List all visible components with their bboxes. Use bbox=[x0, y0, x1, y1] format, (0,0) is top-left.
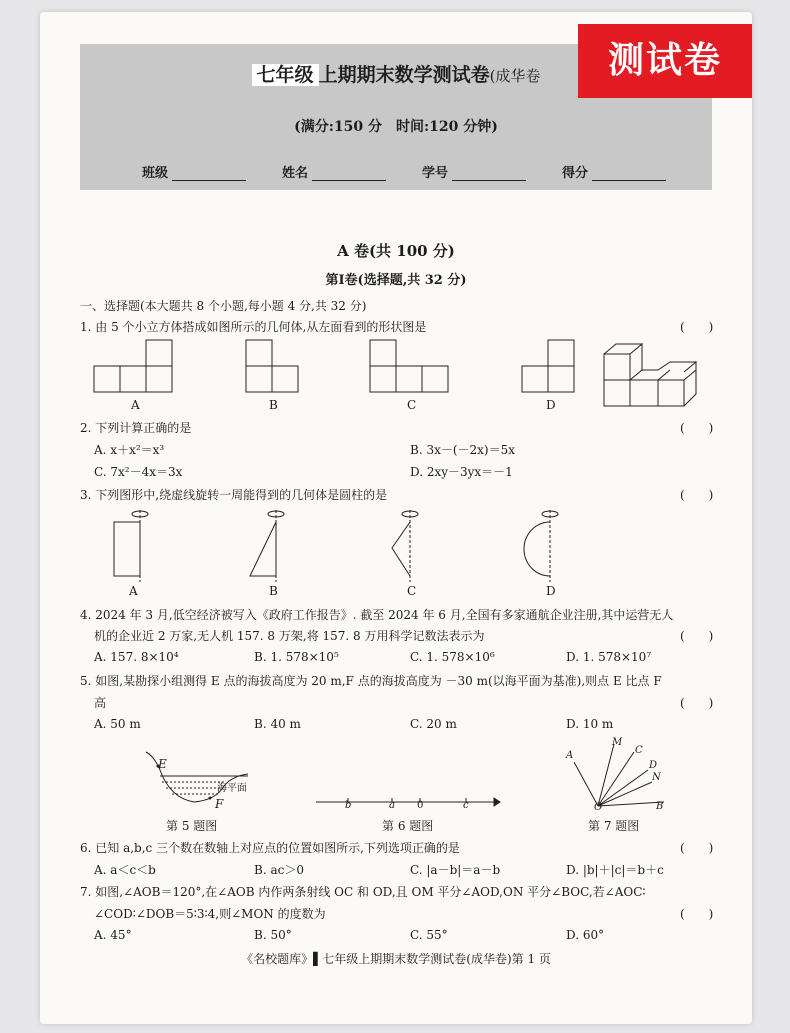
fig7-label-b: B bbox=[656, 801, 664, 812]
test-paper-badge: 测试卷 bbox=[578, 24, 752, 98]
q4-stem-line-2: 机的企业近 2 万家,无人机 157. 8 万架,将 157. 8 万用科学记数法表示为 bbox=[94, 629, 485, 643]
q5-stem-line-2: 高 bbox=[94, 696, 107, 710]
q3-label-d: D bbox=[546, 584, 556, 598]
q6-option-d[interactable]: D. |b|＋|c|＝b＋c bbox=[566, 863, 664, 877]
q1-label-c: C bbox=[407, 398, 417, 412]
fig6-label-c: c bbox=[463, 800, 469, 811]
part-one-heading: 一、选择题(本大题共 8 个小题,每小题 4 分,共 32 分) bbox=[80, 299, 367, 313]
page-footer: 《名校题库》▌七年级上期期末数学测试卷(成华卷)第 1 页 bbox=[241, 952, 551, 966]
score-time-line: (满分:150 分 时间:120 分钟) bbox=[294, 119, 498, 135]
q4-option-d[interactable]: D. 1. 578×10⁷ bbox=[566, 650, 652, 664]
q3-label-b: B bbox=[269, 584, 278, 598]
section-1-title: 第Ⅰ卷(选择题,共 32 分) bbox=[325, 273, 467, 288]
q4-option-c[interactable]: C. 1. 578×10⁶ bbox=[410, 650, 495, 664]
fig5-point-e: E bbox=[158, 757, 167, 771]
q1-label-a: A bbox=[131, 398, 140, 412]
q4-option-a[interactable]: A. 157. 8×10⁴ bbox=[94, 650, 179, 664]
q3-label-c: C bbox=[407, 584, 417, 598]
title-grade: 七年级 bbox=[252, 64, 319, 86]
score-field[interactable]: 得分 bbox=[562, 162, 666, 181]
student-id-field[interactable]: 学号 bbox=[422, 162, 526, 181]
q5-option-b[interactable]: B. 40 m bbox=[254, 717, 301, 731]
q3-label-a: A bbox=[129, 584, 138, 598]
fig6-label-b: b bbox=[345, 800, 352, 811]
q2-stem: 2. 下列计算正确的是 bbox=[80, 421, 192, 435]
q6-option-a[interactable]: A. a＜c＜b bbox=[94, 863, 156, 877]
q6-stem: 6. 已知 a,b,c 三个数在数轴上对应点的位置如图所示,下列选项正确的是 bbox=[80, 841, 460, 855]
q5-option-a[interactable]: A. 50 m bbox=[94, 717, 141, 731]
title-sub: (成华卷 bbox=[489, 67, 541, 85]
q2-option-a[interactable]: A. x＋x²＝x³ bbox=[94, 443, 165, 457]
q5-stem-line-1: 5. 如图,某勘探小组测得 E 点的海拔高度为 20 m,F 点的海拔高度为 －30 m(以海平面为基准),则点 E 比点 F bbox=[80, 674, 662, 688]
fig7-caption: 第 7 题图 bbox=[588, 819, 640, 833]
fig7-label-d: D bbox=[649, 760, 658, 771]
q7-answer-paren[interactable]: ( ) bbox=[680, 907, 714, 921]
fig7-label-c: C bbox=[635, 745, 643, 756]
q5-answer-paren[interactable]: ( ) bbox=[680, 696, 714, 710]
fig6-label-a: a bbox=[389, 800, 395, 811]
q6-answer-paren[interactable]: ( ) bbox=[680, 841, 714, 855]
fig7-label-m: M bbox=[612, 737, 623, 748]
name-field[interactable]: 姓名 bbox=[282, 162, 386, 181]
q2-option-c[interactable]: C. 7x²－4x＝3x bbox=[94, 465, 183, 479]
fig7-label-a: A bbox=[566, 750, 574, 761]
q1-answer-paren[interactable]: ( ) bbox=[680, 320, 714, 334]
q6-option-b[interactable]: B. ac＞0 bbox=[254, 863, 304, 877]
q7-stem-line-2: ∠COD∶∠DOB＝5∶3∶4,则∠MON 的度数为 bbox=[94, 907, 326, 921]
fig5-point-f: F bbox=[215, 797, 224, 811]
q4-option-b[interactable]: B. 1. 578×10⁵ bbox=[254, 650, 339, 664]
q3-rotation-figures bbox=[100, 504, 580, 584]
q7-option-d[interactable]: D. 60° bbox=[566, 928, 605, 942]
q4-stem-line-1: 4. 2024 年 3 月,低空经济被写入《政府工作报告》. 截至 2024 年 6 月,全国有多家通航企业注册,其中运营无人 bbox=[80, 608, 674, 622]
q2-answer-paren[interactable]: ( ) bbox=[680, 421, 714, 435]
q1-label-d: D bbox=[546, 398, 556, 412]
q7-stem-line-1: 7. 如图,∠AOB＝120°,在∠AOB 内作两条射线 OC 和 OD,且 OM 平分∠AOD,ON 平分∠BOC,若∠AOC∶ bbox=[80, 885, 646, 899]
q2-option-b[interactable]: B. 3x－(－2x)＝5x bbox=[410, 443, 516, 457]
fig5-sea-level-label: 海平面 bbox=[217, 783, 247, 794]
q1-stem: 1. 由 5 个小立方体搭成如图所示的几何体,从左面看到的形状图是 bbox=[80, 320, 427, 334]
q3-stem: 3. 下列图形中,绕虚线旋转一周能得到的几何体是圆柱的是 bbox=[80, 488, 388, 502]
fig7-label-o: O bbox=[594, 802, 603, 813]
q3-answer-paren[interactable]: ( ) bbox=[680, 488, 714, 502]
fig7-label-n: N bbox=[652, 772, 661, 783]
fig6-number-line bbox=[316, 792, 500, 812]
class-field[interactable]: 班级 bbox=[142, 162, 246, 181]
fig6-label-zero: 0 bbox=[417, 800, 424, 811]
q5-option-c[interactable]: C. 20 m bbox=[410, 717, 457, 731]
q2-option-d[interactable]: D. 2xy－3yx＝－1 bbox=[410, 465, 513, 479]
q1-views-figure bbox=[90, 336, 710, 408]
q7-option-c[interactable]: C. 55° bbox=[410, 928, 448, 942]
q6-option-c[interactable]: C. |a－b|＝a－b bbox=[410, 863, 501, 877]
q7-option-a[interactable]: A. 45° bbox=[94, 928, 132, 942]
q1-label-b: B bbox=[269, 398, 278, 412]
title-main: 上期期末数学测试卷 bbox=[318, 64, 490, 86]
q7-option-b[interactable]: B. 50° bbox=[254, 928, 292, 942]
fig6-caption: 第 6 题图 bbox=[382, 819, 434, 833]
student-info-fields bbox=[142, 162, 702, 181]
section-a-title: A 卷(共 100 分) bbox=[337, 242, 455, 260]
q4-answer-paren[interactable]: ( ) bbox=[680, 629, 714, 643]
fig5-caption: 第 5 题图 bbox=[166, 819, 218, 833]
q5-option-d[interactable]: D. 10 m bbox=[566, 717, 614, 731]
